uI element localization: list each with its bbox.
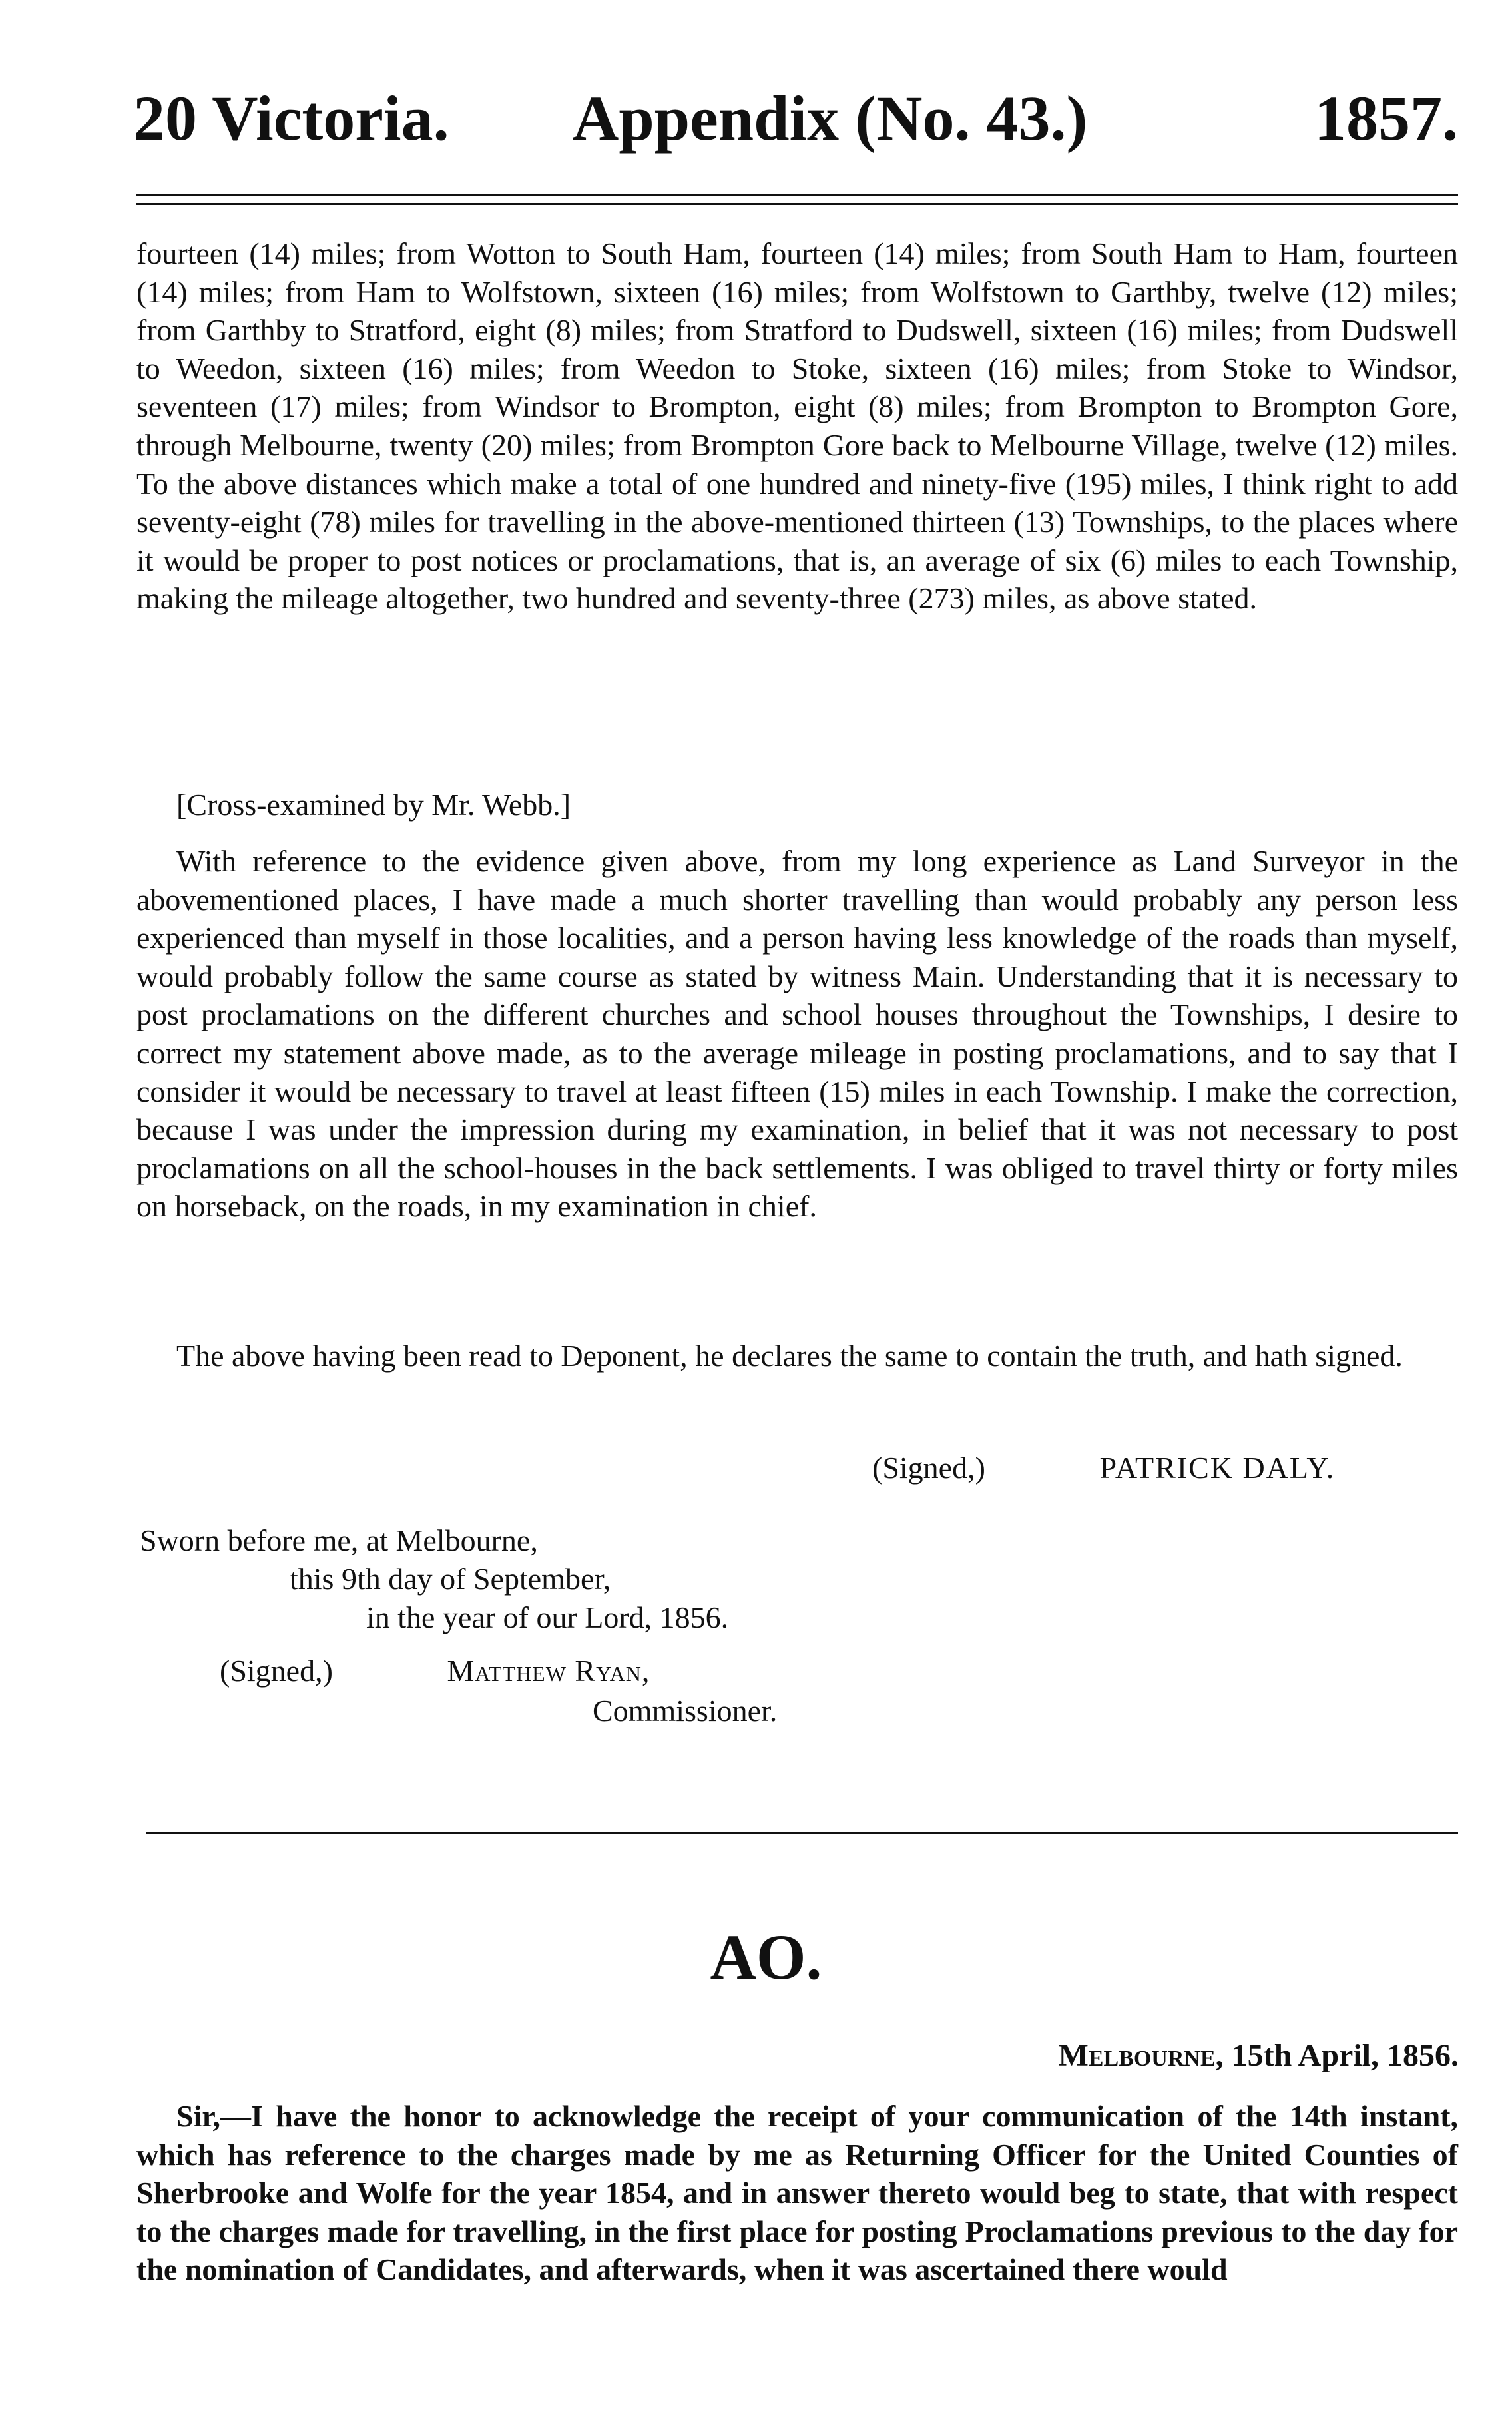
signed-label: (Signed,) [872, 1451, 985, 1485]
section-divider [146, 1832, 1458, 1834]
letter-dateline [1059, 2036, 1459, 2076]
sworn-line-3: in the year of our Lord, 1856. [366, 1600, 729, 1634]
header-year: 1857. [1314, 83, 1458, 154]
header-appendix: Appendix (No. 43.) [573, 83, 1088, 154]
sworn-line-2: this 9th day of September, [290, 1562, 611, 1596]
deposition-paragraph-3: The above having been read to Deponent, he declares the same to contain the truth, and hath signed. [176, 1339, 1403, 1373]
section-heading: AO. [710, 1921, 822, 1993]
deponent-name: PATRICK DALY. [1099, 1451, 1336, 1485]
letter-body: Sir,—I have the honor to acknowledge the receipt of your communication of the 14th instant, which has reference to the charges made by me as Returning Officer for the United Counties of Sherbrooke and Wolfe for the year 1854, and in answer thereto would beg to state, that with respect to the charges made for travelling, in the first place for posting Proclamations previous to the day for the nomination of Candidates, and afterwards, when it was ascertained there would [136, 2099, 1458, 2287]
letter-place: Melbourne, [1058, 2038, 1224, 2073]
letter-date: 15th April, 1856. [1231, 2038, 1459, 2073]
commissioner-signed-label: (Signed,) [220, 1654, 333, 1688]
deposition-paragraph-1: fourteen (14) miles; from Wotton to South Ham, fourteen (14) miles; from South Ham to Ham, fourteen (14) miles; from Ham to Wolfstown, sixteen (16) miles; from Wolfstown to Garthby, twelve (12) miles; from Garthby to Stratford, eight (8) miles; from Stratford to Dudswell, sixteen (16) miles; from Dudswell to Weedon, sixteen (16) miles; from Weedon to Stoke, sixteen (16) miles; from Stoke to Windsor, seventeen (17) miles; from Windsor to Brompton, eight (8) miles; from Brompton to Brompton Gore, through Melbourne, twenty (20) miles; from Brompton Gore back to Melbourne Village, twelve (12) miles. To the above distances which make a total of one hundred and ninety-five (195) miles, I think right to add seventy-eight (78) miles for travelling in the above-mentioned thirteen (13) Townships, to the places where it would be proper to post notices or proclamations, that is, an average of six (6) miles to each Township, making the mileage altogether, two hundred and seventy-three (273) miles, as above stated. [136, 236, 1458, 616]
commissioner-name: Matthew Ryan, [447, 1654, 650, 1688]
cross-examined-note: [Cross-examined by Mr. Webb.] [176, 788, 571, 822]
deponent-signature [872, 1448, 1335, 1488]
sworn-line-1: Sworn before me, at Melbourne, [140, 1523, 538, 1557]
commissioner-title: Commissioner. [593, 1694, 778, 1728]
sworn-statement [140, 1521, 729, 1637]
deposition-paragraph-2: With reference to the evidence given above, from my long experience as Land Surveyor in the abovementioned places, I have made a much shorter travelling than would probably any person less experienced than myself in those localities, and a person having less knowledge of the roads than myself, would probably follow the same course as stated by witness Main. Understanding that it is necessary to post proclamations on the different churches and school houses throughout the Townships, I desire to correct my statement above made, as to the average mileage in posting proclamations, and to say that I consider it would be necessary to travel at least fifteen (15) miles in each Township. I make the correction, because I was under the impression during my examination, in belief that it was not necessary to post proclamations on all the school-houses in the back settlements. I was obliged to travel thirty or forty miles on horseback, on the roads, in my examination in chief. [136, 844, 1458, 1224]
header-session: 20 Victoria. [133, 83, 449, 154]
header-rule [136, 194, 1458, 205]
commissioner-signature [220, 1651, 778, 1731]
page-header [133, 79, 1458, 158]
